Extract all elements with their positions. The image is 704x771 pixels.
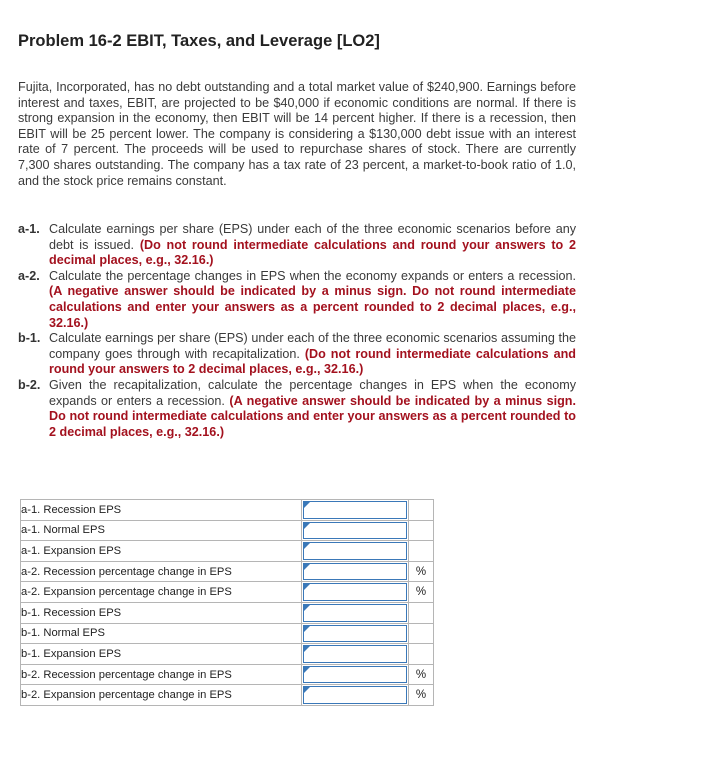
question-label: b-2. [18, 377, 41, 392]
input-marker-icon [304, 523, 310, 529]
answer-input-cell[interactable] [302, 561, 409, 582]
unit-cell: % [409, 582, 434, 603]
table-row [21, 520, 434, 541]
row-label: a-1. Recession EPS [21, 500, 302, 521]
question-instruction: (A negative answer should be indicated by a minus sign. Do not round intermediate calculations and enter your answers as a percent rounded to 2 decimal places, e.g., 32.16.) [49, 393, 576, 439]
input-marker-icon [304, 564, 310, 570]
input-marker-icon [304, 605, 310, 611]
question-instruction: (A negative answer should be indicated by a minus sign. Do not round intermediate calculations and enter your answers as a percent rounded to 2 decimal places, e.g., 32.16.) [49, 284, 576, 330]
table-row [21, 602, 434, 623]
answer-input-cell[interactable] [302, 541, 409, 562]
table-row [21, 582, 434, 603]
page-title: Problem 16-2 EBIT, Taxes, and Leverage [LO2] [18, 32, 380, 50]
answer-input[interactable] [303, 645, 407, 663]
answer-input-cell[interactable] [302, 685, 409, 706]
answer-input-cell[interactable] [302, 664, 409, 685]
input-marker-icon [304, 646, 310, 652]
answer-input[interactable] [303, 625, 407, 643]
table-row [21, 644, 434, 665]
question-text: Calculate earnings per share (EPS) under each of the three economic scenarios before any debt is issued. [49, 222, 576, 252]
unit-cell [409, 623, 434, 644]
unit-cell: % [409, 685, 434, 706]
input-marker-icon [304, 687, 310, 693]
row-label: b-2. Recession percentage change in EPS [21, 664, 302, 685]
input-marker-icon [304, 543, 310, 549]
answer-input[interactable] [303, 563, 407, 581]
answer-table [20, 499, 434, 706]
unit-cell [409, 541, 434, 562]
question-text: Calculate earnings per share (EPS) under each of the three economic scenarios assuming the company goes through with recapitalization. [49, 331, 576, 361]
unit-cell [409, 500, 434, 521]
answer-input-cell[interactable] [302, 500, 409, 521]
answer-input[interactable] [303, 686, 407, 704]
table-row [21, 541, 434, 562]
answer-input-cell[interactable] [302, 644, 409, 665]
answer-input-cell[interactable] [302, 582, 409, 603]
input-marker-icon [304, 584, 310, 590]
answer-input[interactable] [303, 501, 407, 519]
answer-input-cell[interactable] [302, 520, 409, 541]
answer-input[interactable] [303, 583, 407, 601]
table-row [21, 685, 434, 706]
unit-cell [409, 602, 434, 623]
question-list [18, 222, 576, 440]
table-row [21, 664, 434, 685]
unit-cell: % [409, 664, 434, 685]
question-text: Given the recapitalization, calculate the percentage changes in EPS when the economy expands or enters a recession. [49, 377, 576, 408]
answer-input[interactable] [303, 604, 407, 622]
input-marker-icon [304, 626, 310, 632]
question-text: Calculate the percentage changes in EPS when the economy expands or enters a recession. [49, 268, 576, 283]
input-marker-icon [304, 667, 310, 673]
question-label: b-1. [18, 331, 41, 346]
row-label: a-2. Expansion percentage change in EPS [21, 582, 302, 603]
table-row [21, 500, 434, 521]
row-label: a-1. Normal EPS [21, 520, 302, 541]
question-a2 [18, 269, 576, 331]
answer-input[interactable] [303, 542, 407, 560]
question-b1 [18, 331, 576, 378]
table-row [21, 561, 434, 582]
question-label: a-2. [18, 268, 40, 283]
row-label: b-2. Expansion percentage change in EPS [21, 685, 302, 706]
unit-cell [409, 644, 434, 665]
row-label: b-1. Normal EPS [21, 623, 302, 644]
problem-statement: Fujita, Incorporated, has no debt outstanding and a total market value of $240,900. Earnings before interest and taxes, EBIT, are projected to be $40,000 if economic conditions are normal. If there is strong expansion in the economy, then EBIT will be 14 percent higher. If there is a recession, then EBIT will be 25 percent lower. The company is considering a $130,000 debt issue with an interest rate of 7 percent. The proceeds will be used to repurchase shares of stock. There are currently 7,300 shares outstanding. The company has a tax rate of 23 percent, a market-to-book ratio of 1.0, and the stock price remains constant. [18, 80, 576, 188]
row-label: b-1. Recession EPS [21, 602, 302, 623]
answer-input-cell[interactable] [302, 602, 409, 623]
question-instruction: (Do not round intermediate calculations and round your answers to 2 decimal places, e.g., 32.16.) [49, 346, 576, 377]
question-label: a-1. [18, 222, 40, 236]
answer-input[interactable] [303, 666, 407, 684]
table-row [21, 623, 434, 644]
row-label: a-1. Expansion EPS [21, 541, 302, 562]
answer-input[interactable] [303, 522, 407, 540]
answer-input-cell[interactable] [302, 623, 409, 644]
question-b2 [18, 378, 576, 440]
row-label: b-1. Expansion EPS [21, 644, 302, 665]
unit-cell [409, 520, 434, 541]
unit-cell: % [409, 561, 434, 582]
question-instruction: (Do not round intermediate calculations and round your answers to 2 decimal places, e.g., 32.16.) [49, 237, 577, 268]
row-label: a-2. Recession percentage change in EPS [21, 561, 302, 582]
question-a1 [18, 222, 576, 269]
input-marker-icon [304, 502, 310, 508]
